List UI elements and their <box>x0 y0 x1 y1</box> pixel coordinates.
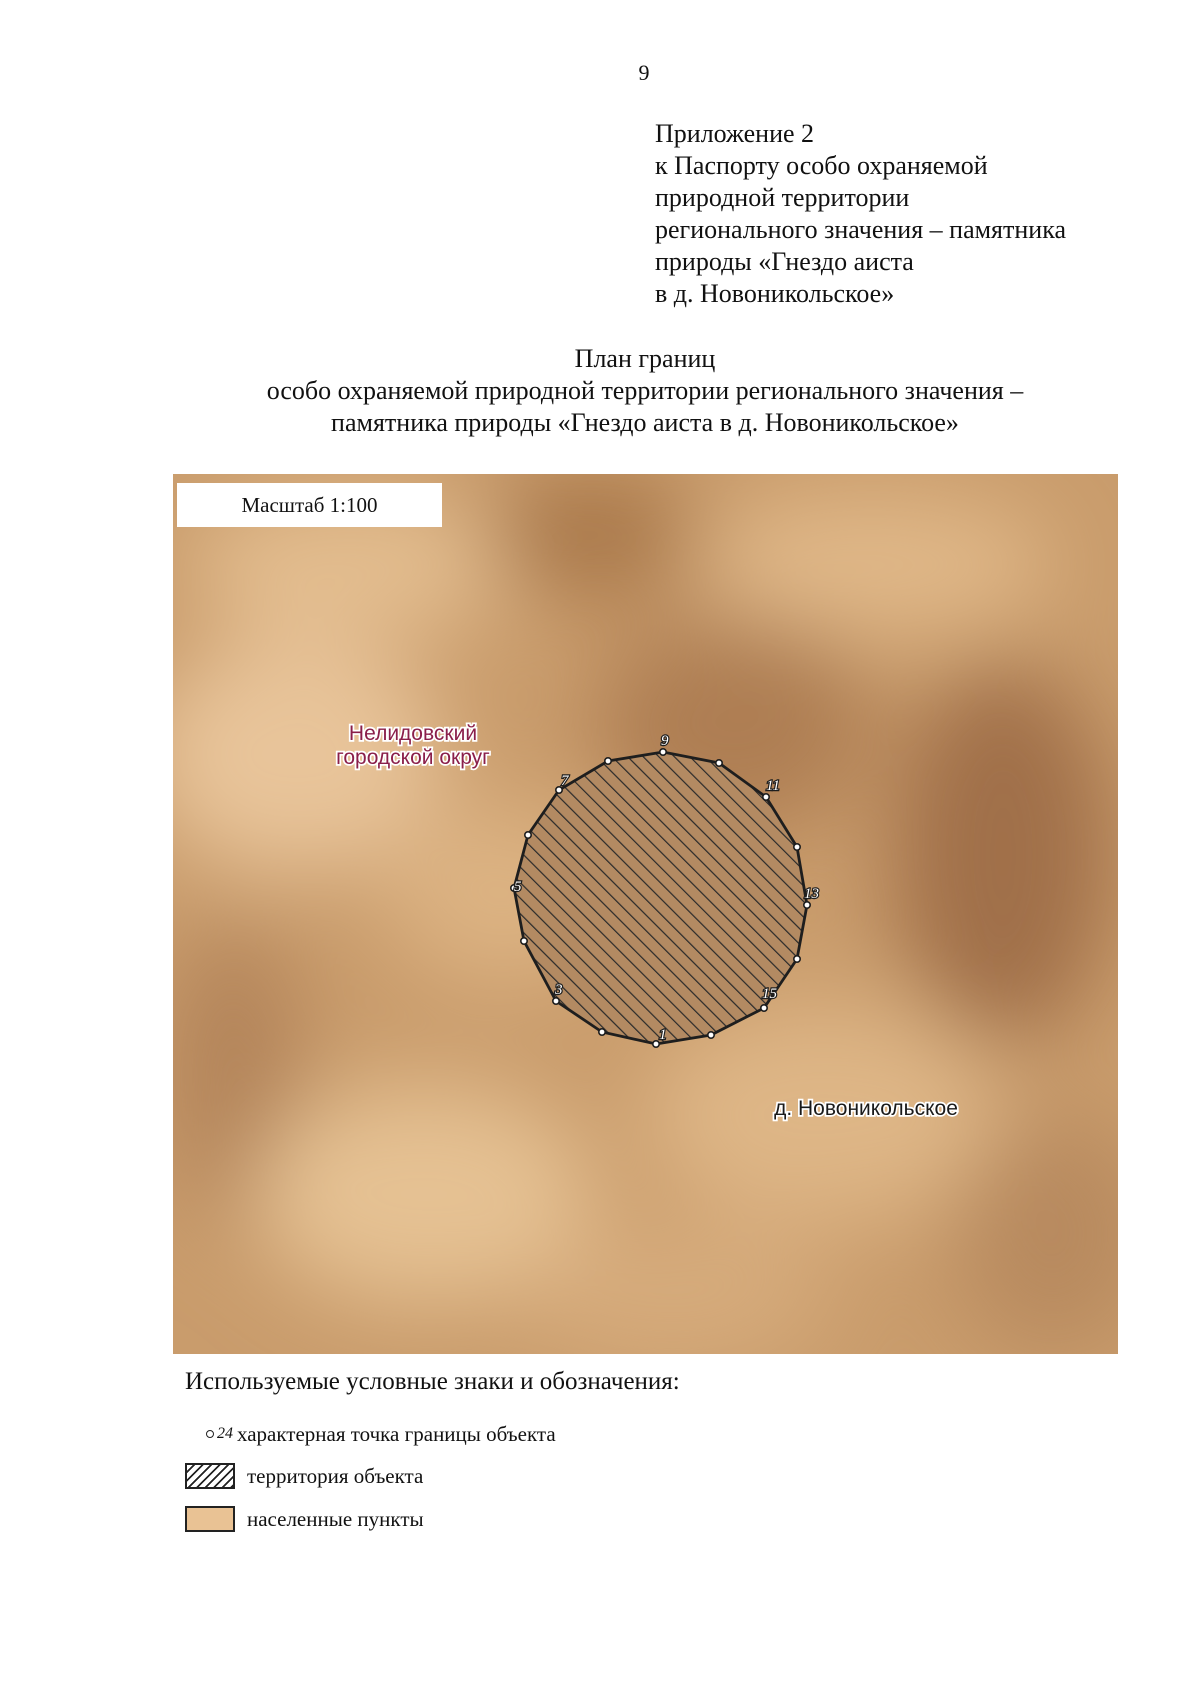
boundary-point <box>716 760 722 766</box>
point-label-11: 11 <box>766 778 780 794</box>
legend-item-boundary-point <box>185 1419 556 1449</box>
point-icon <box>206 1430 214 1438</box>
scale-label: Масштаб 1:100 <box>177 483 442 527</box>
boundary-point <box>605 758 611 764</box>
legend-title: Используемые условные знаки и обозначения: <box>185 1368 680 1395</box>
boundary-point <box>794 844 800 850</box>
boundary-point <box>763 794 769 800</box>
point-label-7: 7 <box>561 773 569 789</box>
village-label: д. Новоникольское <box>774 1097 958 1120</box>
boundary-point-symbol <box>185 1425 237 1443</box>
boundary-point <box>553 998 559 1004</box>
boundary-point <box>761 1005 767 1011</box>
appendix-line: в д. Новоникольское» <box>655 279 895 308</box>
boundary-point <box>804 902 810 908</box>
appendix-line: Приложение 2 <box>655 119 815 148</box>
settlement-swatch-icon <box>185 1506 235 1532</box>
appendix-line: к Паспорту особо охраняемой <box>655 151 988 180</box>
legend-label: характерная точка границы объекта <box>237 1421 556 1446</box>
boundary-point <box>708 1032 714 1038</box>
appendix-line: регионального значения – памятника <box>655 215 1066 244</box>
appendix-line: природной территории <box>655 183 910 212</box>
boundary-point <box>521 938 527 944</box>
point-label-1: 1 <box>659 1027 667 1043</box>
point-label-3: 3 <box>555 982 563 998</box>
point-example-number: 24 <box>217 1425 233 1442</box>
legend-label: населенные пункты <box>247 1506 424 1531</box>
legend-item-settlements <box>185 1504 424 1534</box>
plan-title-line: памятника природы «Гнездо аиста в д. Новоникольское» <box>331 408 959 437</box>
boundary-point <box>525 832 531 838</box>
boundary-point <box>794 956 800 962</box>
hatch-swatch-icon <box>185 1463 235 1489</box>
district-label-line1: Нелидовский <box>348 722 478 745</box>
map-canvas[interactable] <box>173 474 1118 1354</box>
appendix-line: природы «Гнездо аиста <box>655 247 914 276</box>
boundary-point <box>599 1029 605 1035</box>
boundary-map[interactable] <box>173 474 1118 1354</box>
page-number: 9 <box>638 60 650 85</box>
district-label <box>336 722 490 769</box>
point-label-9: 9 <box>661 733 669 749</box>
boundary-point <box>660 749 666 755</box>
point-label-5: 5 <box>514 879 522 895</box>
plan-title-line: План границ <box>574 344 716 373</box>
plan-title <box>150 343 1140 439</box>
district-label-line2: городской округ <box>336 746 490 769</box>
point-label-13: 13 <box>804 886 819 902</box>
legend-item-territory <box>185 1461 423 1491</box>
legend-label: территория объекта <box>247 1463 424 1488</box>
appendix-caption <box>655 118 1066 310</box>
point-label-15: 15 <box>762 986 777 1002</box>
plan-title-line: особо охраняемой природной территории регионального значения – <box>266 376 1024 405</box>
